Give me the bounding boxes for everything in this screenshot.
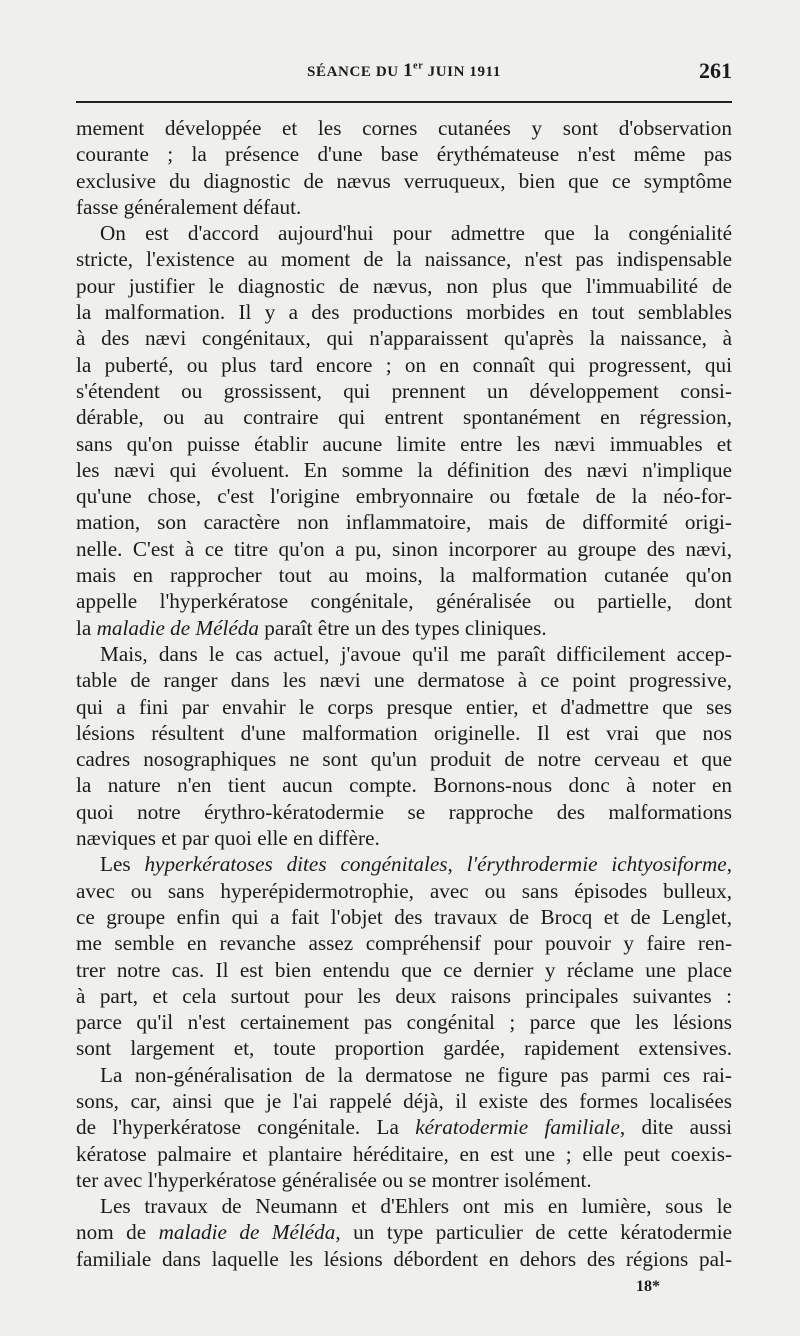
text-line: fasse généralement défaut. — [76, 194, 302, 219]
text-line: qu'une chose, c'est l'origine embryonnaire ou fœtale de la néo-for- — [76, 484, 732, 509]
text-line: la malformation. Il y a des productions morbides en tout semblables — [76, 300, 732, 325]
italic-phrase: hyperkératoses dites congénitales — [144, 852, 448, 877]
text-line: ter avec l'hyperkératose généralisée ou se montrer isolément. — [76, 1167, 592, 1192]
text-line: exclusive du diagnostic de nævus verruqueux, bien que ce symptôme — [76, 168, 732, 193]
text-line: me semble en revanche assez compréhensif pour pouvoir y faire ren- — [76, 931, 732, 956]
signature-mark: 18* — [636, 1278, 660, 1295]
text-line: la nature n'en tient aucun compte. Bornons-nous donc à noter en — [76, 773, 732, 798]
italic-phrase: maladie de Méléda — [96, 615, 259, 640]
header-title — [76, 60, 732, 82]
text-line: La non-généralisation de la dermatose ne figure pas parmi ces rai- — [100, 1062, 732, 1087]
text-line: courante ; la présence d'une base érythémateuse n'est même pas — [76, 142, 732, 167]
header-title-prefix: SÉANCE DU — [307, 64, 404, 80]
text-line: ce groupe enfin qui a fait l'objet des travaux de Brocq et de Lenglet, — [76, 904, 732, 929]
page-number: 261 — [699, 58, 732, 83]
header-rule — [76, 101, 732, 103]
text-line: sans qu'on puisse établir aucune limite entre les nævi immuables et — [76, 431, 732, 456]
italic-phrase: l'érythrodermie ichtyosiforme — [466, 852, 727, 877]
text-line: næviques et par quoi elle en diffère. — [76, 826, 380, 851]
text-line: nelle. C'est à ce titre qu'on a pu, sinon incorporer au groupe des nævi, — [76, 536, 732, 561]
text-line: Les hyperkératoses dites congénitales, l'érythrodermie ichtyosiforme, — [100, 852, 732, 877]
text-line: à des nævi congénitaux, qui n'apparaissent qu'après la naissance, à — [76, 326, 732, 351]
text-line: sons, car, ainsi que je l'ai rappelé déjà, il existe des formes localisées — [76, 1088, 732, 1113]
italic-phrase: maladie de Méléda — [158, 1220, 336, 1245]
header-title-sup: er — [413, 60, 424, 72]
text-line: parce qu'il n'est certainement pas congénital ; parce que les lésions — [76, 1010, 732, 1035]
text-line: mais en rapprocher tout au moins, la malformation cutanée qu'on — [76, 563, 732, 588]
text-line: stricte, l'existence au moment de la naissance, n'est pas indispensable — [76, 247, 732, 272]
header-title-suffix: JUIN 1911 — [423, 64, 501, 80]
text-line: mement développée et les cornes cutanées y sont d'observation — [76, 116, 732, 140]
text-line: trer notre cas. Il est bien entendu que ce dernier y réclame une place — [76, 957, 732, 982]
text-line: sont largement et, toute proportion gardée, rapidement extensives. — [76, 1036, 732, 1061]
text-line: dérable, ou au contraire qui entrent spontanément en régression, — [76, 405, 732, 430]
text-line: s'étendent ou grossissent, qui prennent un développement consi- — [76, 378, 732, 403]
text-line: On est d'accord aujourd'hui pour admettre que la congénialité — [100, 221, 732, 246]
text-line: la puberté, ou plus tard encore ; on en connaît qui progressent, qui — [76, 352, 732, 377]
text-line: à part, et cela surtout pour les deux raisons principales suivantes : — [76, 983, 732, 1008]
running-header — [76, 58, 732, 88]
text-line: kératose palmaire et plantaire héréditaire, en est une ; elle peut coexis- — [76, 1141, 732, 1166]
text-line: qui a fini par envahir le corps presque entier, et d'admettre que ses — [76, 694, 732, 719]
text-line: les nævi qui évoluent. En somme la définition des nævi n'implique — [76, 457, 732, 482]
text-line: la maladie de Méléda paraît être un des types cliniques. — [76, 615, 547, 640]
text-line: nom de maladie de Méléda, un type particulier de cette kératodermie — [76, 1220, 732, 1245]
text-line: Mais, dans le cas actuel, j'avoue qu'il me paraît difficilement accep- — [100, 641, 732, 666]
text-line: table de ranger dans les nævi une dermatose à ce point progressive, — [76, 668, 732, 693]
header-title-day: 1 — [403, 60, 414, 81]
text-line: Les travaux de Neumann et d'Ehlers ont mis en lumière, sous le — [100, 1194, 732, 1219]
text-line: familiale dans laquelle les lésions débordent en dehors des régions pal- — [76, 1246, 732, 1271]
text-line: lésions résultent d'une malformation originelle. Il est vrai que nos — [76, 720, 732, 745]
text-line: quoi notre érythro-kératodermie se rapproche des malformations — [76, 799, 732, 824]
text-line: appelle l'hyperkératose congénitale, généralisée ou partielle, dont — [76, 589, 732, 614]
text-line: cadres nosographiques ne sont qu'un produit de notre cerveau et que — [76, 747, 732, 772]
text-line: pour justifier le diagnostic de nævus, non plus que l'immuabilité de — [76, 273, 732, 298]
text-line: mation, son caractère non inflammatoire, mais de difformité origi- — [76, 510, 732, 535]
text-line: de l'hyperkératose congénitale. La kératodermie familiale, dite aussi — [76, 1115, 732, 1140]
text-line: avec ou sans hyperépidermotrophie, avec ou sans épisodes bulleux, — [76, 878, 732, 903]
italic-phrase: kératodermie familiale — [415, 1115, 620, 1140]
body-text — [76, 115, 732, 1272]
